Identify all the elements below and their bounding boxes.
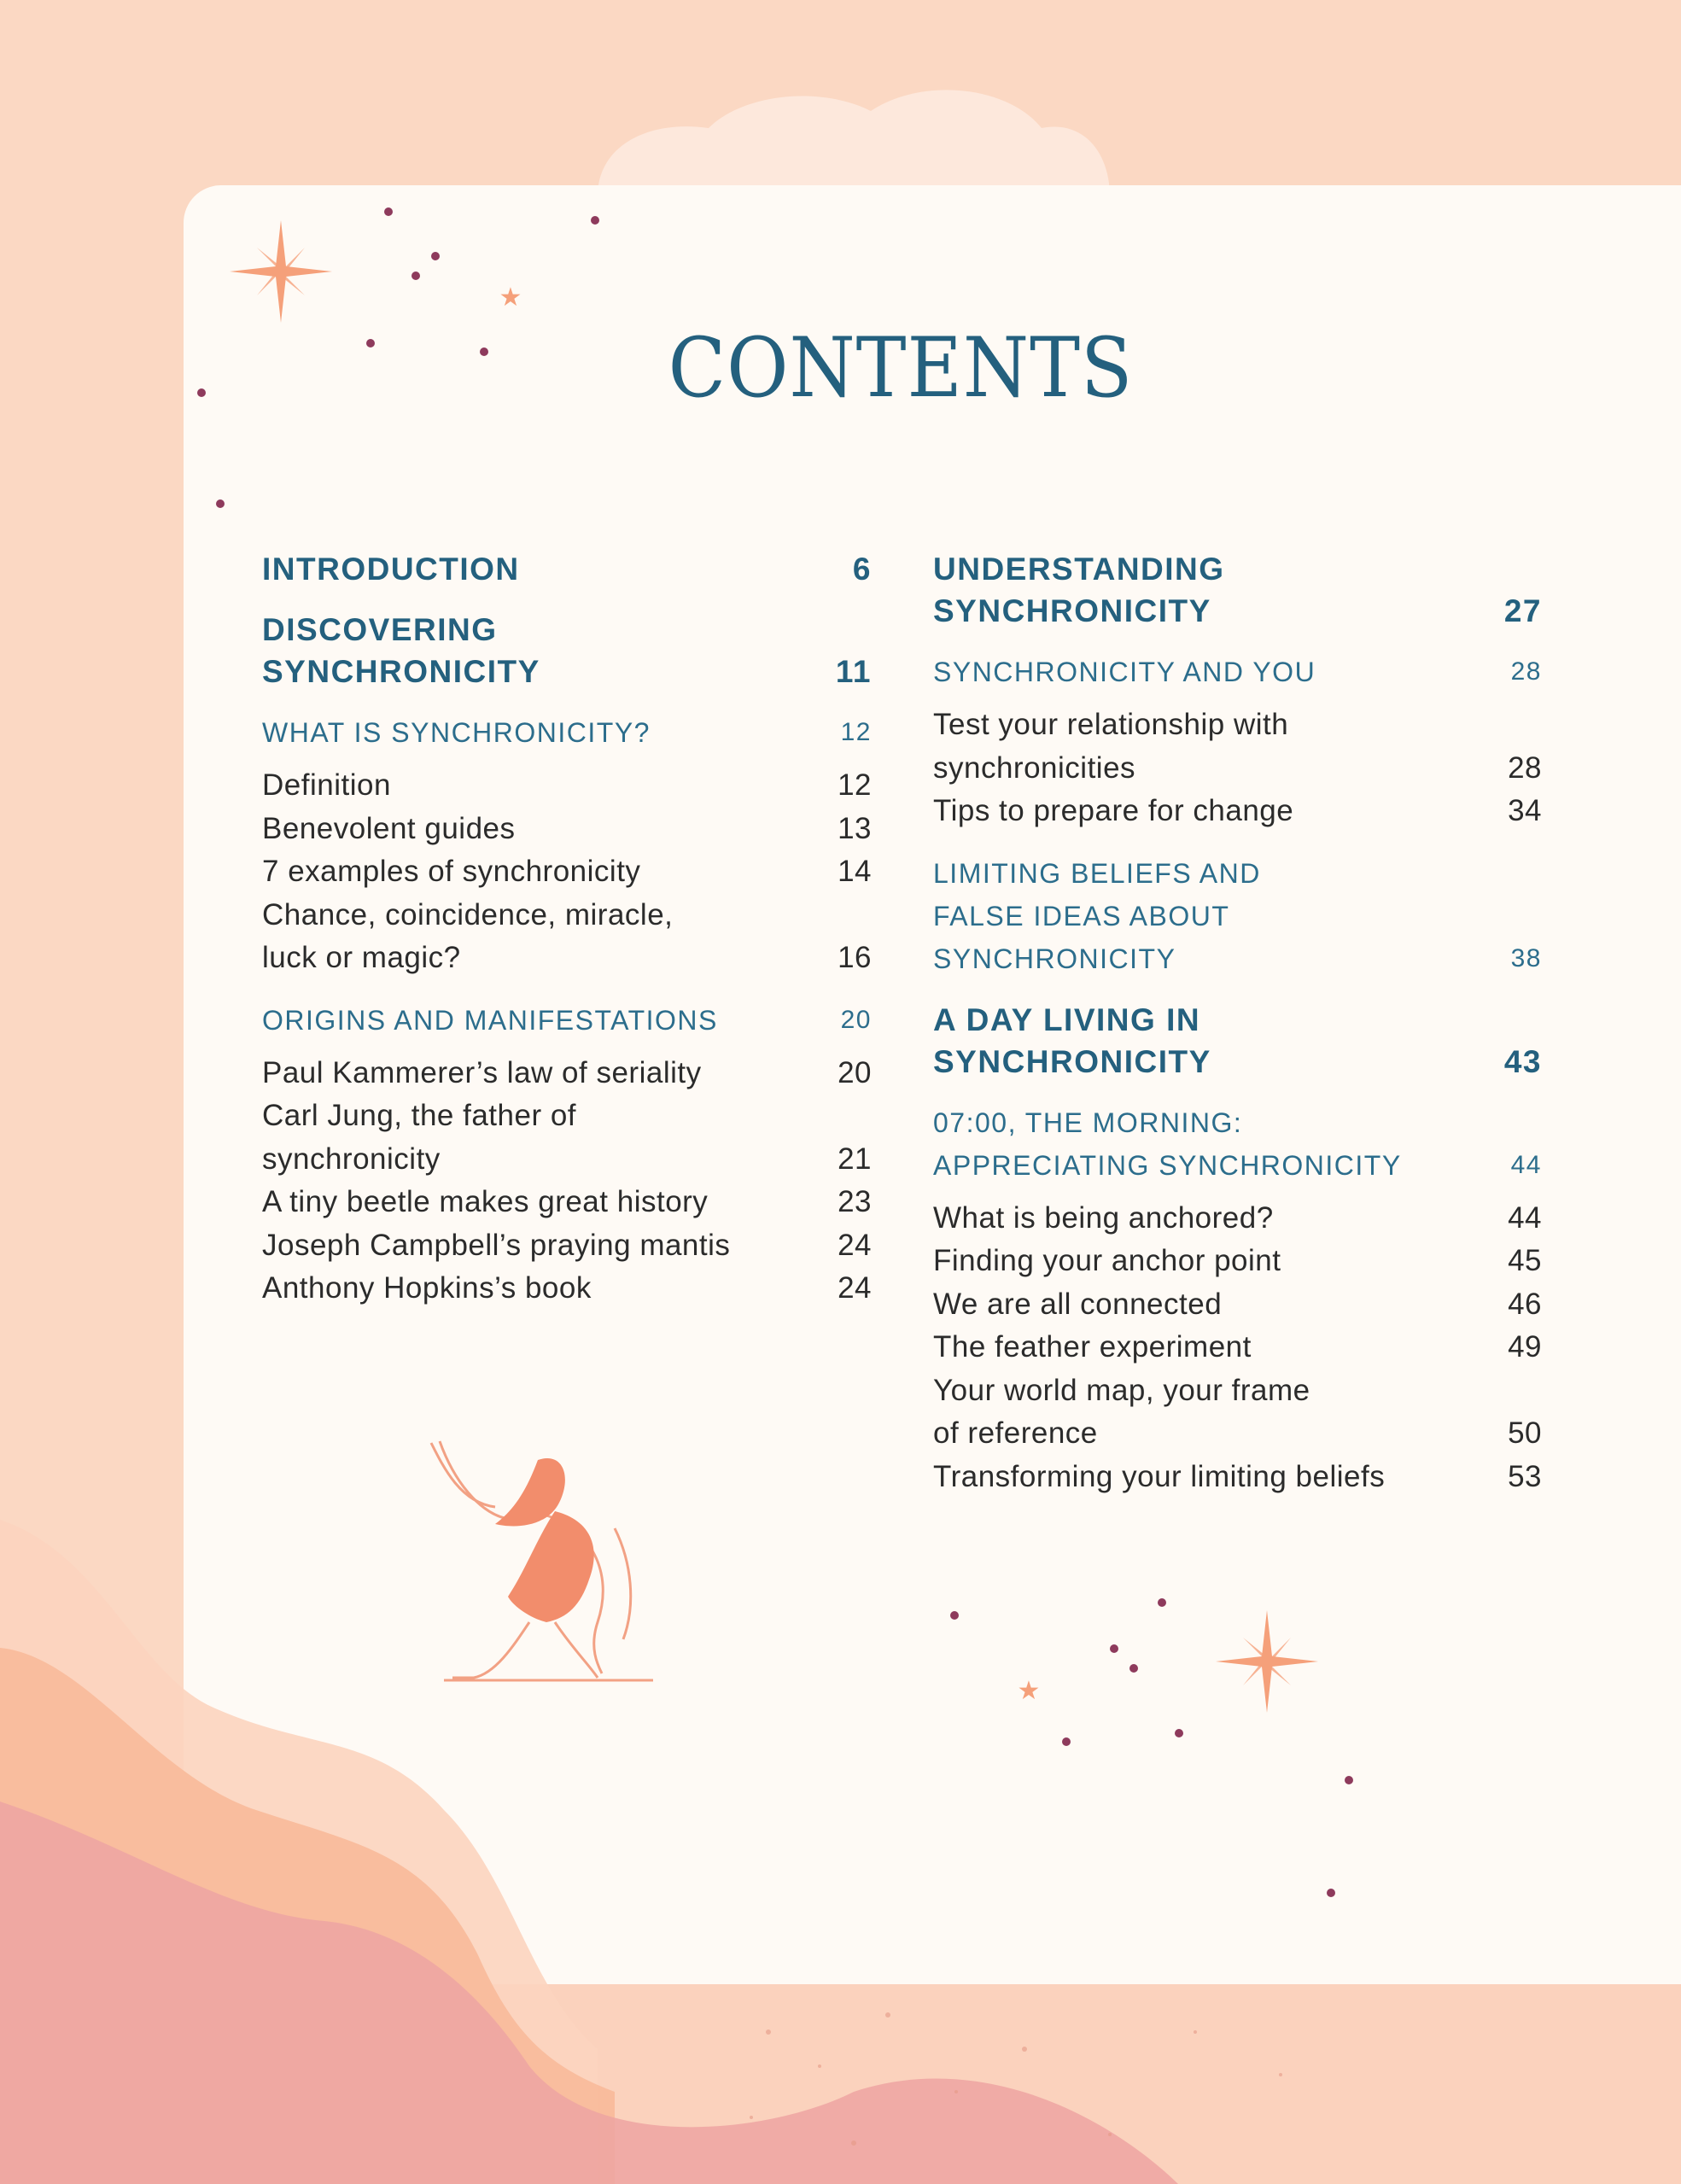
toc-left-column	[262, 548, 872, 1311]
toc-entry-title: WHAT IS SYNCHRONICITY?	[262, 717, 651, 748]
toc-item	[262, 894, 872, 980]
toc-item	[262, 764, 872, 808]
toc-page-number: 14	[838, 855, 872, 888]
toc-page-number: 12	[838, 768, 872, 802]
toc-page-number: 11	[835, 654, 872, 689]
toc-entry-title: A tiny beetle makes great history	[262, 1185, 709, 1218]
small-star-icon: ★	[1017, 1677, 1041, 1705]
toc-page-number: 53	[1508, 1459, 1542, 1493]
toc-entry-title: A DAY LIVING IN SYNCHRONICITY	[933, 1001, 1211, 1079]
toc-item	[933, 790, 1542, 833]
toc-item	[262, 1224, 872, 1268]
toc-item	[933, 1240, 1542, 1283]
toc-page-number: 38	[1510, 943, 1542, 972]
toc-right-column	[933, 548, 1542, 1498]
toc-page-number: 43	[1503, 1043, 1542, 1079]
toc-page-number: 24	[838, 1228, 872, 1262]
toc-chapter	[262, 609, 872, 692]
toc-page-number: 13	[838, 811, 872, 845]
toc-entry-title: UNDERSTANDING SYNCHRONICITY	[933, 552, 1225, 628]
toc-entry-title: Transforming your limiting beliefs	[933, 1459, 1386, 1493]
toc-page-number: 34	[1508, 794, 1542, 827]
toc-item	[933, 1197, 1542, 1241]
toc-page-number: 23	[838, 1185, 872, 1218]
toc-item	[262, 808, 872, 851]
toc-page-number: 20	[838, 1055, 872, 1089]
toc-page-number: 44	[1510, 1150, 1542, 1179]
toc-entry-title: Definition	[262, 768, 391, 802]
toc-entry-title: Test your relationship with synchronicities	[933, 708, 1289, 785]
toc-item	[262, 1267, 872, 1311]
toc-page-number: 6	[852, 552, 872, 587]
toc-page-number: 27	[1503, 593, 1542, 628]
toc-entry-title: DISCOVERING SYNCHRONICITY	[262, 612, 540, 689]
toc-item	[933, 1283, 1542, 1327]
toc-entry-title: Chance, coincidence, miracle, luck or magic?	[262, 897, 674, 974]
toc-page-number: 28	[1510, 657, 1542, 686]
toc-entry-title: SYNCHRONICITY AND YOU	[933, 657, 1316, 687]
toc-page-number: 20	[840, 1005, 872, 1034]
toc-entry-title: LIMITING BELIEFS AND FALSE IDEAS ABOUT SYNCHRONICITY	[933, 857, 1261, 974]
toc-entry-title: 07:00, THE MORNING: APPRECIATING SYNCHRONICITY	[933, 1107, 1402, 1181]
toc-item	[262, 1052, 872, 1095]
toc-section	[262, 999, 872, 1042]
toc-item	[933, 1326, 1542, 1369]
toc-page-number: 28	[1508, 750, 1542, 785]
toc-entry-title: Paul Kammerer’s law of seriality	[262, 1055, 702, 1089]
toc-page-number: 24	[838, 1271, 872, 1305]
toc-section	[933, 651, 1542, 693]
toc-page-number: 12	[840, 718, 872, 746]
toc-entry-title: What is being anchored?	[933, 1200, 1274, 1235]
toc-page-number: 21	[838, 1142, 872, 1176]
small-star-icon: ★	[499, 283, 522, 312]
toc-page-number: 50	[1508, 1416, 1542, 1450]
toc-page-number: 45	[1508, 1244, 1542, 1277]
toc-item	[933, 1369, 1542, 1456]
toc-entry-title: Finding your anchor point	[933, 1244, 1281, 1277]
toc-chapter	[933, 999, 1542, 1083]
toc-item	[262, 850, 872, 894]
toc-section	[933, 1101, 1542, 1187]
toc-chapter	[262, 548, 872, 590]
toc-item	[933, 704, 1542, 790]
toc-entry-title: Joseph Campbell’s praying mantis	[262, 1228, 731, 1262]
toc-page-number: 46	[1508, 1287, 1542, 1321]
toc-entry-title: Tips to prepare for change	[933, 794, 1294, 827]
toc-entry-title: ORIGINS AND MANIFESTATIONS	[262, 1004, 718, 1036]
toc-entry-title: INTRODUCTION	[262, 552, 520, 587]
toc-section	[262, 711, 872, 754]
toc-entry-title: Anthony Hopkins’s book	[262, 1271, 592, 1305]
toc-entry-title: We are all connected	[933, 1287, 1223, 1321]
toc-entry-title: Benevolent guides	[262, 811, 516, 845]
toc-entry-title: 7 examples of synchronicity	[262, 855, 641, 888]
page-title: CONTENTS	[668, 320, 1134, 416]
toc-item	[262, 1095, 872, 1181]
toc-item	[262, 1181, 872, 1224]
toc-page-number: 16	[838, 941, 872, 974]
toc-page-number: 49	[1508, 1330, 1542, 1364]
toc-chapter	[933, 548, 1542, 632]
toc-entry-title: The feather experiment	[933, 1330, 1252, 1364]
toc-entry-title: Your world map, your frame of reference	[933, 1373, 1310, 1450]
toc-item	[933, 1456, 1542, 1499]
swimsuit	[508, 1511, 594, 1622]
toc-entry-title: Carl Jung, the father of synchronicity	[262, 1099, 577, 1176]
toc-section	[933, 852, 1542, 980]
toc-page-number: 44	[1508, 1200, 1542, 1235]
